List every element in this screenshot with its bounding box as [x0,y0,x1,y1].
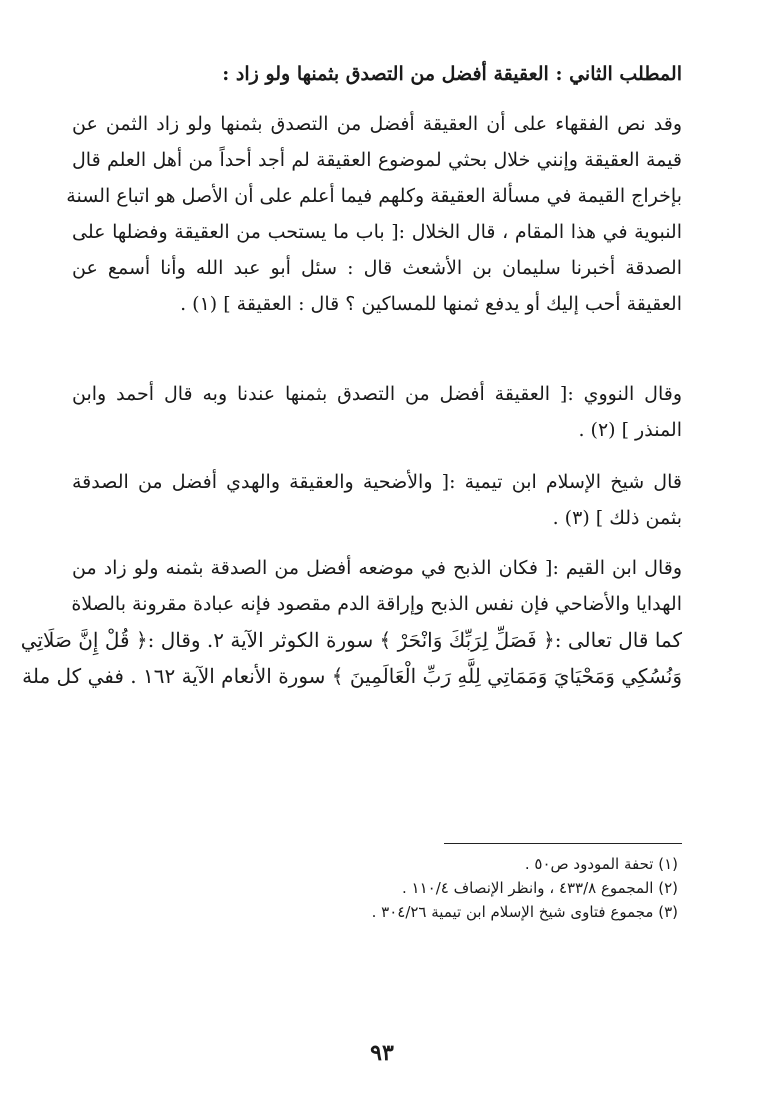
text-line-quran: كما قال تعالى :﴿ فَصَلِّ لِرَبِّكَ وَانْحَرْ ﴾ سورة الكوثر الآية ٢. وقال :﴿ قُلْ إِنَّ صَلَاتِي [20,628,682,652]
text-line: وقد نص الفقهاء على أن العقيقة أفضل من التصدق بثمنها ولو زاد الثمن عن [72,113,682,135]
footnote-item: (٣) مجموع فتاوى شيخ الإسلام ابن تيمية ٣٠٤/٢٦ . [371,903,678,921]
text-line: العقيقة أحب إليك أو يدفع ثمنها للمساكين ؟ قال : العقيقة ] (١) . [180,293,682,315]
text-line: وقال ابن القيم :[ فكان الذبح في موضعه أفضل من الصدقة بثمنه ولو زاد من [72,557,682,579]
text-line: قيمة العقيقة وإنني خلال بحثي لموضوع العقيقة لم أجد أحداً من أهل العلم قال [72,149,682,171]
paragraph-ibn-qayyim-quote [20,550,682,694]
page-number: ٩٣ [370,1040,394,1066]
text-line: قال شيخ الإسلام ابن تيمية :[ والأضحية والعقيقة والهدي أفضل من الصدقة [72,471,682,493]
text-line: بإخراج القيمة في مسألة العقيقة وكلهم فيما أعلم على أن الأصل هو اتباع السنة [66,185,682,207]
text-line: الهدايا والأضاحي فإن نفس الذبح وإراقة الدم مقصود فإنه عبادة مقرونة بالصلاة [71,593,682,615]
section-heading: المطلب الثاني : العقيقة أفضل من التصدق بثمنها ولو زاد : [222,63,682,85]
paragraph-ibn-taymiyya-quote [72,464,682,536]
footnote-item: (١) تحفة المودود ص٥٠ . [524,855,678,873]
footnotes [200,852,678,924]
text-line: الصدقة أخبرنا سليمان بن الأشعث قال : سئل أبو عبد الله وأنا أسمع عن [72,257,682,279]
text-line: بثمن ذلك ] (٣) . [552,507,682,529]
text-line: النبوية في هذا المقام ، قال الخلال :[ باب ما يستحب من العقيقة وفضلها على [72,221,682,243]
paragraph-aqiqa-jurists [66,106,682,322]
footnote-item: (٢) المجموع ٤٣٣/٨ ، وانظر الإنصاف ١١٠/٤ . [402,879,678,897]
footnote-separator [444,843,682,844]
text-line: وقال النووي :[ العقيقة أفضل من التصدق بثمنها عندنا وبه قال أحمد وابن [72,383,682,405]
text-line-quran: وَنُسُكِي وَمَحْيَايَ وَمَمَاتِي لِلَّهِ رَبِّ الْعَالَمِينَ ﴾ سورة الأنعام الآية ١٦٢ . ففي كل ملة [22,664,682,688]
text-line: المنذر ] (٢) . [578,419,682,441]
paragraph-nawawi-quote [72,376,682,448]
